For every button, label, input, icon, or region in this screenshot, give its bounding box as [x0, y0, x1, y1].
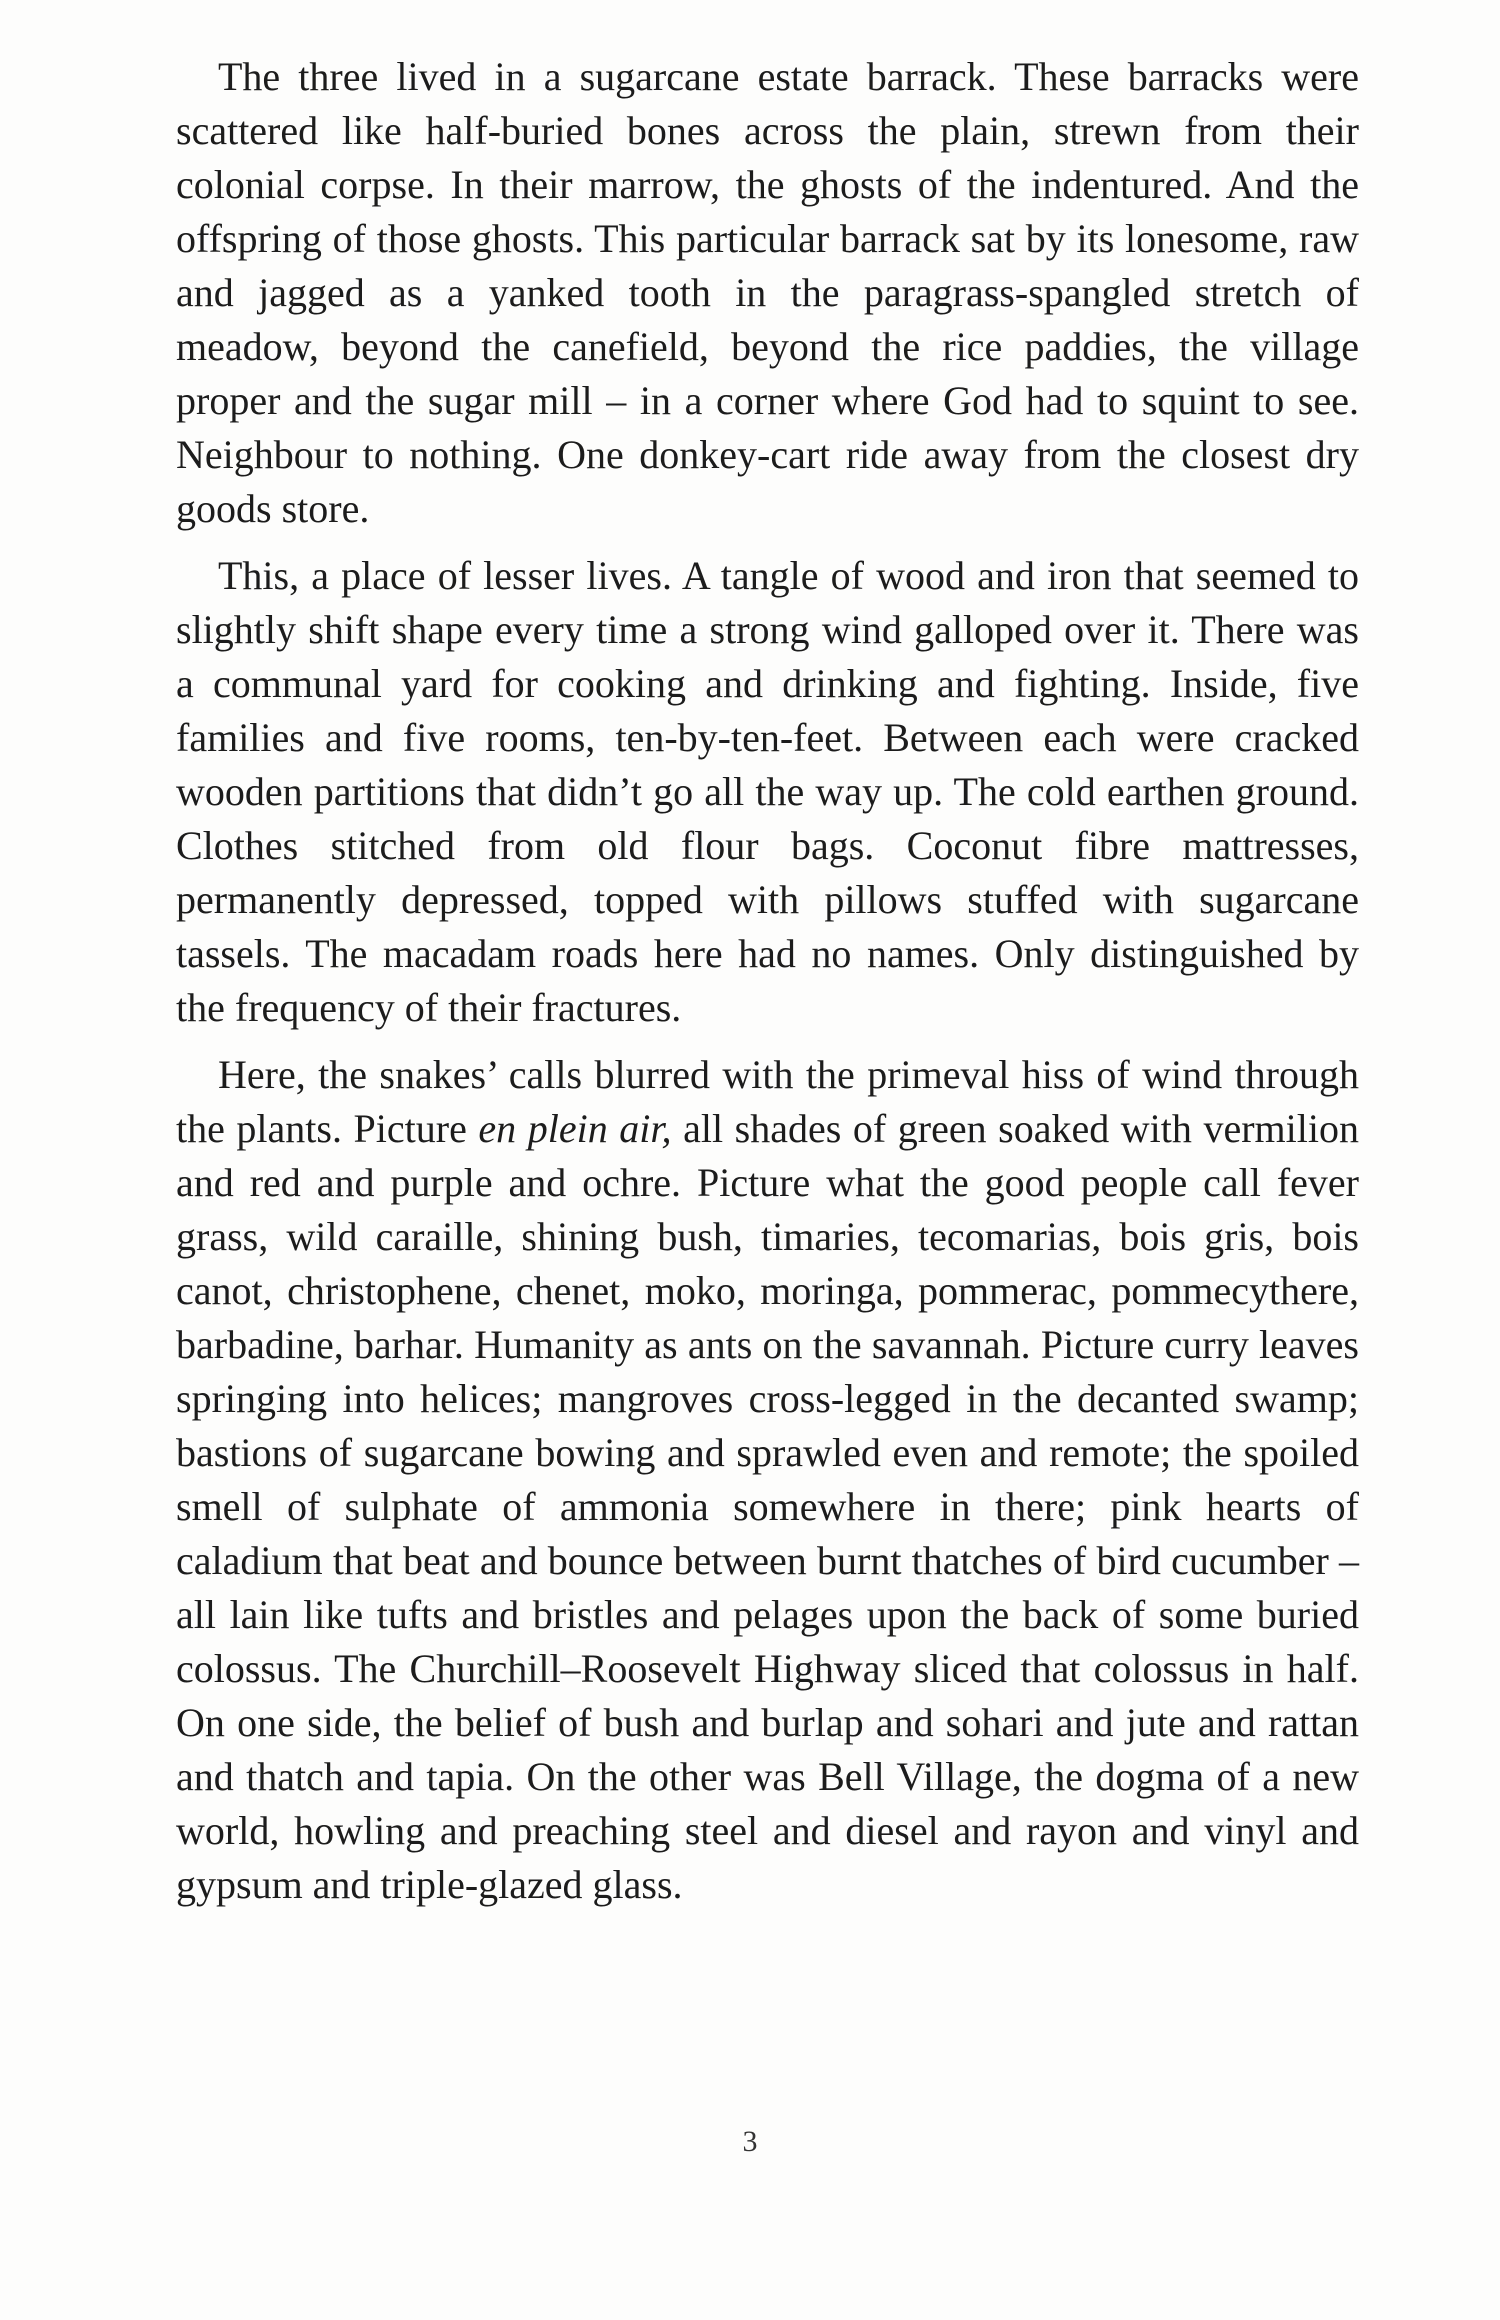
paragraph-3: [176, 1048, 1359, 1912]
paragraph-3-part-2: all shades of green soaked with vermilion and red and purple and ochre. Picture what the good people call fever grass, wild caraille, shining bush, timaries, tecomarias, bois gris, bois canot, christophene, chenet, moko, moringa, pommerac, pommecythere, barbadine, barhar. Humanity as ants on the savannah. Picture curry leaves springing into helices; mangroves cross-legged in the decanted swamp; bastions of sugarcane bowing and sprawled even and remote; the spoiled smell of sulphate of ammonia somewhere in there; pink hearts of caladium that beat and bounce between burnt thatches of bird cucumber – all lain like tufts and bristles and pelages upon the back of some buried colossus. The Churchill–Roosevelt Highway sliced that colossus in half. On one side, the belief of bush and burlap and sohari and jute and rattan and thatch and tapia. On the other was Bell Village, the dogma of a new world, howling and preaching steel and diesel and rayon and vinyl and gypsum and triple-glazed glass.: [176, 1106, 1360, 1907]
paragraph-3-italic-phrase: en plein air,: [478, 1106, 672, 1151]
page-number: 3: [742, 2125, 758, 2158]
paragraph-3-part-1: Here, the snakes’ calls blurred with the primeval hiss of wind through the plants. Picture: [176, 1052, 1359, 1151]
paragraph-1: The three lived in a sugarcane estate barrack. These barracks were scattered like half-buried bones across the plain, strewn from their colonial corpse. In their marrow, the ghosts of the indentured. And the offspring of those ghosts. This particular barrack sat by its lonesome, raw and jagged as a yanked tooth in the paragrass-spangled stretch of meadow, beyond the canefield, beyond the rice paddies, the village proper and the sugar mill – in a corner where God had to squint to see. Neighbour to nothing. One donkey-cart ride away from the closest dry goods store.: [176, 54, 1359, 531]
paragraph-2: This, a place of lesser lives. A tangle of wood and iron that seemed to slightly shift shape every time a strong wind galloped over it. There was a communal yard for cooking and drinking and fighting. Inside, five families and five rooms, ten-by-ten-feet. Between each were cracked wooden partitions that didn’t go all the way up. The cold earthen ground. Clothes stitched from old flour bags. Coconut fibre mattresses, permanently depressed, topped with pillows stuffed with sugarcane tassels. The macadam roads here had no names. Only distinguished by the frequency of their fractures.: [176, 553, 1359, 1030]
body-text: [176, 50, 1359, 1925]
